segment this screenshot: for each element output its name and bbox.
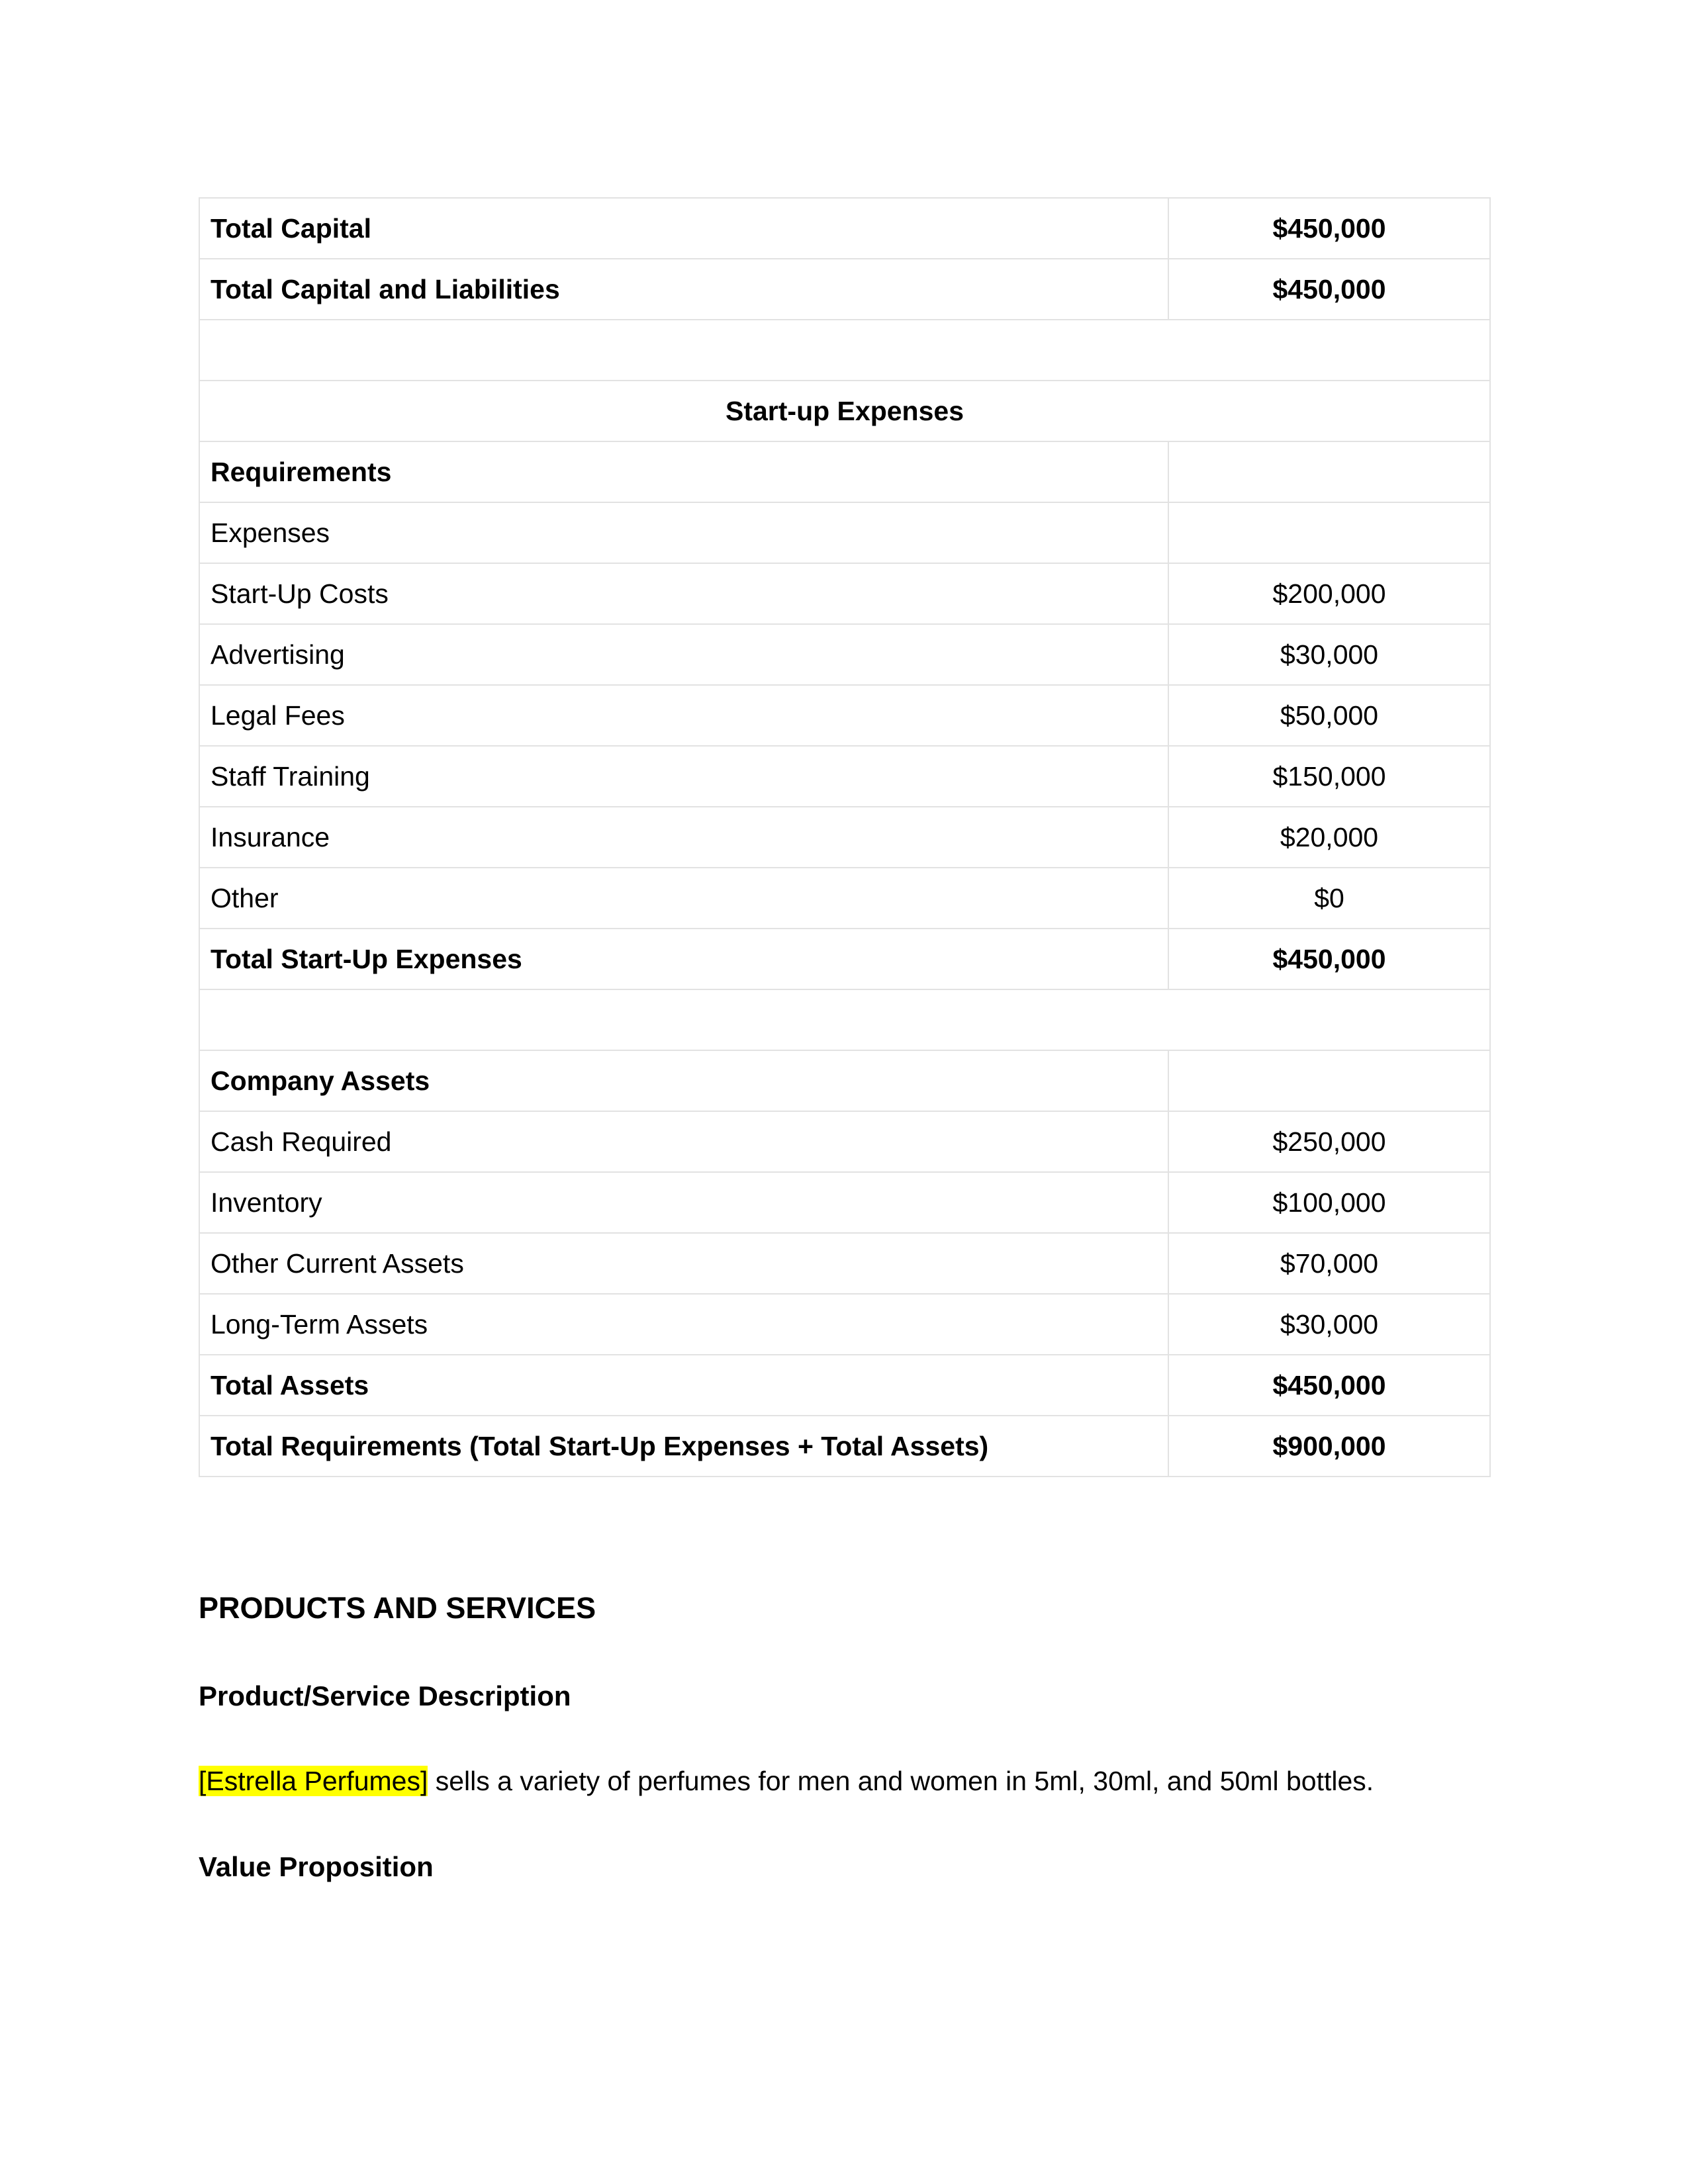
row-label: Advertising: [199, 624, 1168, 685]
row-label: Total Start-Up Expenses: [199, 929, 1168, 989]
table-row: [199, 320, 1490, 381]
row-label: Insurance: [199, 807, 1168, 868]
row-value: [1168, 502, 1490, 563]
section-heading: PRODUCTS AND SERVICES: [199, 1591, 596, 1625]
row-label: Cash Required: [199, 1111, 1168, 1172]
table-row: [199, 1416, 1490, 1477]
table-row: [199, 1050, 1490, 1111]
row-label: Total Assets: [199, 1355, 1168, 1416]
table-row: [199, 259, 1490, 320]
table-row: [199, 1294, 1490, 1355]
description-text: sells a variety of perfumes for men and women in 5ml, 30ml, and 50ml bottles.: [428, 1766, 1374, 1796]
row-value: $70,000: [1168, 1233, 1490, 1294]
row-value: $250,000: [1168, 1111, 1490, 1172]
row-label: Other Current Assets: [199, 1233, 1168, 1294]
row-label: Long-Term Assets: [199, 1294, 1168, 1355]
row-value: $100,000: [1168, 1172, 1490, 1233]
row-value: $30,000: [1168, 1294, 1490, 1355]
row-label: Start-Up Costs: [199, 563, 1168, 624]
row-label: Other: [199, 868, 1168, 929]
row-value: $200,000: [1168, 563, 1490, 624]
table-row: [199, 746, 1490, 807]
table-row: [199, 1172, 1490, 1233]
row-label: Company Assets: [199, 1050, 1168, 1111]
table-row: [199, 929, 1490, 989]
table-row: [199, 807, 1490, 868]
table-row: [199, 685, 1490, 746]
row-value: $450,000: [1168, 198, 1490, 259]
table-row: [199, 502, 1490, 563]
product-description-heading: Product/Service Description: [199, 1680, 571, 1711]
row-value: $900,000: [1168, 1416, 1490, 1477]
row-label: Expenses: [199, 502, 1168, 563]
row-value: [1168, 1050, 1490, 1111]
row-label: Total Capital: [199, 198, 1168, 259]
financial-table: [199, 197, 1491, 1477]
table-row: [199, 1355, 1490, 1416]
row-value: $20,000: [1168, 807, 1490, 868]
company-name-highlight: [Estrella Perfumes]: [199, 1766, 428, 1796]
row-value: $150,000: [1168, 746, 1490, 807]
row-value: $30,000: [1168, 624, 1490, 685]
table-row: [199, 381, 1490, 441]
table-row: [199, 868, 1490, 929]
value-proposition-heading: Value Proposition: [199, 1851, 434, 1882]
row-value: $450,000: [1168, 1355, 1490, 1416]
row-label: Staff Training: [199, 746, 1168, 807]
row-label: Total Capital and Liabilities: [199, 259, 1168, 320]
row-value: $450,000: [1168, 259, 1490, 320]
row-label: Requirements: [199, 441, 1168, 502]
blank-cell: [199, 989, 1490, 1050]
table-row: [199, 1233, 1490, 1294]
table-row: [199, 624, 1490, 685]
row-label: Total Requirements (Total Start-Up Expenses + Total Assets): [199, 1416, 1168, 1477]
row-value: [1168, 441, 1490, 502]
row-label: Legal Fees: [199, 685, 1168, 746]
section-title-cell: Start-up Expenses: [199, 381, 1490, 441]
blank-cell: [199, 320, 1490, 381]
table-row: [199, 989, 1490, 1050]
table-row: [199, 198, 1490, 259]
table-row: [199, 1111, 1490, 1172]
row-value: $50,000: [1168, 685, 1490, 746]
row-label: Inventory: [199, 1172, 1168, 1233]
row-value: $450,000: [1168, 929, 1490, 989]
table-row: [199, 563, 1490, 624]
product-description-paragraph: [199, 1766, 1374, 1797]
table-row: [199, 441, 1490, 502]
row-value: $0: [1168, 868, 1490, 929]
